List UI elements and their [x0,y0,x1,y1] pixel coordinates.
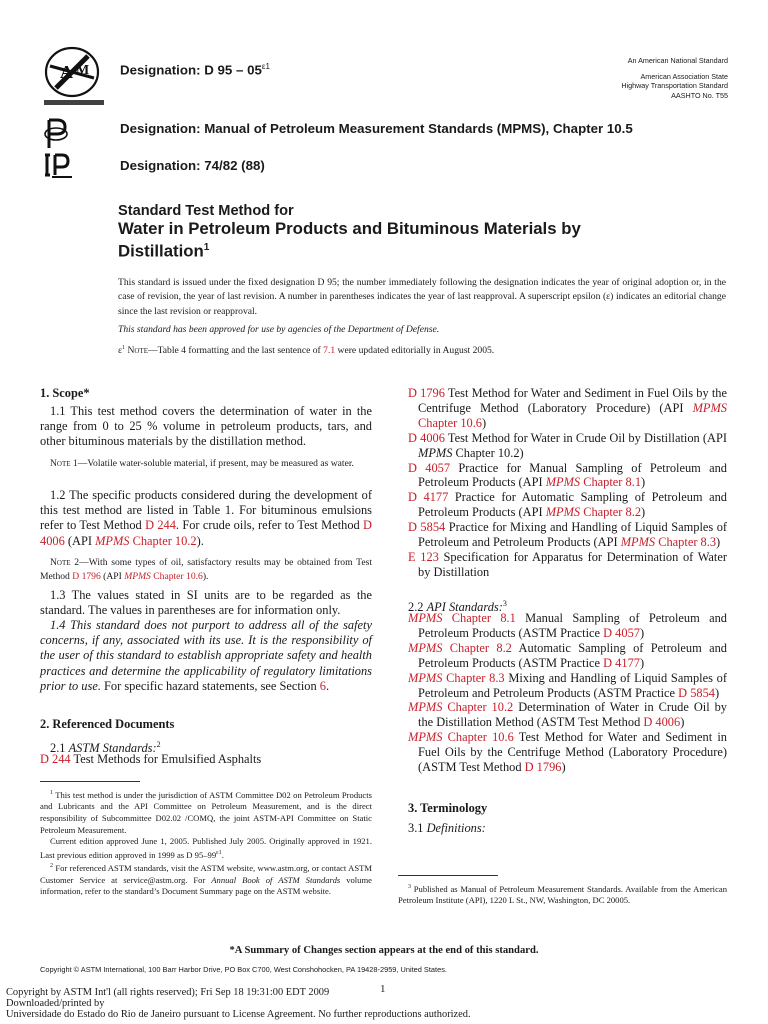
page-number: 1 [380,983,386,995]
reference-end: ) [716,535,721,550]
title-main-end [118,238,718,261]
section-7-1-link[interactable]: 7.1 [323,345,336,357]
svg-text:A: A [60,62,73,82]
mpms-chapter-link[interactable]: Chapter 8.3 [655,535,717,550]
astm-logo-icon [42,44,108,106]
footnote-1-end: . [221,849,224,860]
paragraph-1-4-end: . [325,678,330,693]
copyright-line: Copyright © ASTM International, 100 Barr Harbor Drive, PO Box C700, West Conshohocken, PA 19428-2959, United States. [40,965,447,974]
standard-link[interactable]: E 123 [408,549,439,564]
standard-link[interactable]: D 4057 [408,460,451,475]
paragraph-3-1-number: 3.1 [408,821,427,835]
mpms-link-prefix[interactable]: MPMS [408,611,443,625]
mpms-link-prefix[interactable]: MPMS [692,400,727,415]
section-6-link[interactable]: 6 [319,678,326,693]
api-reference-item [408,671,727,701]
paragraph-2-1-number: 2.1 [50,741,69,756]
reference-item [408,431,727,461]
summary-of-changes-note: *A Summary of Changes section appears at the end of this standard. [229,945,539,956]
footnotes-left [40,788,372,898]
note-2-text: 2—With some types of oil, satisfactory results may be obtained from Test Method [40,557,372,582]
astm-standard-link[interactable]: D 4006 [643,715,681,730]
editorial-note [118,341,726,358]
mpms-label: MPMS [418,445,453,460]
footnote-divider-left [40,781,140,782]
mpms-link-prefix[interactable]: MPMS [620,535,656,550]
editorial-note-end: were updated editorially in August 2005. [335,345,495,357]
title-main-line3: Distillation [118,241,204,261]
download-notice [6,987,706,1021]
api-reference-item [408,641,727,671]
astm-designation [120,62,270,77]
astm-reference-list [408,386,727,580]
section-1-heading: 1. Scope* [40,386,90,400]
api-reference-item [408,700,727,730]
aashto-line1: American Association State [640,72,728,82]
reference-end: ) [561,760,566,775]
api-reference-title: Automatic Sampling of Petroleum and Petroleum Products (ASTM Practice [418,640,727,670]
reference-item [408,461,727,491]
download-copyright: Copyright by ASTM Int'l (all rights reserved); Fri Sep 18 19:31:00 EDT 2009 [6,987,330,998]
mpms-link-prefix[interactable]: MPMS [408,700,443,715]
reference-end: ) [714,685,720,700]
footnote-divider-right [398,875,498,876]
footnote-2-marker: 2 [50,863,53,870]
mpms-link-prefix[interactable]: MPMS [408,640,443,655]
section-2-heading: 2. Referenced Documents [40,717,175,731]
d244-title: Test Methods for Emulsified Asphalts [70,752,262,766]
mpms-link-prefix[interactable]: MPMS [408,670,443,685]
paragraph-1-2-end: ). [196,533,204,548]
reference-title: Test Method for Water in Crude Oil by Distillation (API [444,430,728,445]
aashto-line2: Highway Transportation Standard [621,81,728,91]
mpms-10-2-link[interactable]: Chapter 10.2 [129,533,197,548]
api-logo-icon [43,118,71,150]
reference-end: ) [482,415,487,430]
mpms-chapter-link[interactable]: Chapter 8.3 [442,670,505,685]
reference-end: ) [680,715,685,730]
reference-item [408,550,727,580]
reference-item [408,490,727,520]
document-title [118,203,718,261]
editorial-note-text: —Table 4 formatting and the last sentence of [147,345,324,357]
paragraph-3-1 [408,821,727,836]
reference-end: ) [641,505,646,520]
mpms-chapter-link[interactable]: Chapter 8.1 [580,475,642,490]
mpms-chapter-link[interactable]: Chapter 10.6 [418,415,483,430]
standard-link[interactable]: D 5854 [408,520,446,535]
title-prefix: Standard Test Method for [118,203,294,219]
astm-designation-text: Designation: D 95 – 05 [120,62,262,78]
reference-title: Test Method for Water and Sediment in Fuel Oils by the Centrifuge Method (Laboratory Procedure) (API [418,386,727,415]
mpms-chapter-link[interactable]: Chapter 8.2 [580,505,642,520]
note-1 [40,457,372,471]
footnote-3 [398,882,727,907]
astm-standard-link[interactable]: D 4057 [603,625,640,640]
epsilon-sup: 1 [122,345,126,352]
mpms-link-prefix[interactable]: MPMS [408,730,443,745]
paragraph-1-2-text: 1.2 The specific products considered during the development of this test method are listed in Table 1. For bituminous emulsions refer to Test Method [40,488,372,533]
reference-end: ) [639,655,645,670]
astm-standard-link[interactable]: D 1796 [524,760,562,775]
reference-title: Practice for Automatic Sampling of Petroleum and Petroleum Products (API [418,490,727,520]
api-reference-item [408,730,727,775]
api-reference-title: Determination of Water in Crude Oil by the Distillation Method (ASTM Test Method [418,700,728,730]
mpms-link-prefix[interactable]: MPMS [545,505,581,520]
note-1-text: 1—Volatile water-soluble material, if present, may be measured as water. [70,458,354,469]
footnote-1-approval [40,836,372,861]
ref-d244 [40,752,372,767]
section-3-heading: 3. Terminology [408,801,488,815]
footnote-3-ref: 3 [502,599,507,608]
safety-caveat: 1.4 This standard does not purport to address all of the safety concerns, if any, associated with its use. It is the responsibility of the user of this standard to establish appropriate safety and health practices and determine the applicability of regulatory limitations prior to use. [40,618,372,693]
reference-title: Specification for Apparatus for Determination of Water by Distillation [418,549,728,579]
svg-text:M: M [76,63,90,78]
note-1-label: Note [50,458,71,469]
astm-standard-link[interactable]: D 4177 [603,655,640,670]
footnote-1-approval-text: Current edition approved June 1, 2005. Published July 2005. Originally approved in 1921. Last previous edition approved in 1999 as D 95–99 [40,836,372,860]
note-2 [40,556,372,584]
standard-link[interactable]: D 4177 [408,490,449,505]
mpms-link-prefix[interactable]: MPMS [545,475,581,490]
standard-authority-block [528,56,728,100]
reference-end: ) [641,475,646,490]
preamble-dod-approval: This standard has been approved for use by agencies of the Department of Defense. [118,323,440,335]
footnote-3-text: Published as Manual of Petroleum Measurement Standards. Available from the American Petroleum Institute (API), 1220 L St., NW, Washington, DC 20005. [398,883,727,906]
mpms-chapter-link[interactable]: Chapter 10.2 [442,700,514,715]
american-national-standard-label: An American National Standard [627,56,728,65]
footnote-2-text: For referenced ASTM standards, visit the ASTM website, www.astm.org, or contact ASTM Customer Service at service@astm.org. For [40,863,372,885]
title-main: Water in Petroleum Products and Bituminous Materials by [118,219,581,238]
astm-standards-label: ASTM Standards: [68,741,157,756]
paragraph-1-2-api: (API [64,533,96,548]
aashto-number: AASHTO No. T55 [671,90,728,100]
definitions-label: Definitions: [426,821,486,835]
api-reference-title: Mixing and Handling of Liquid Samples of Petroleum and Petroleum Products (ASTM Practice [418,670,727,700]
paragraph-1-2-mid: . For crude oils, refer to Test Method [175,518,364,533]
hazard-statement-text: For specific hazard statements, see Section [100,678,320,693]
footnote-1 [40,788,372,836]
footnote-1-marker: 1 [50,790,53,796]
mpms-10-6-link-prefix[interactable]: MPMS [124,571,151,582]
download-license: Universidade do Estado do Rio de Janeiro pursuant to License Agreement. No further reproductions authorized. [6,1009,471,1021]
api-reference-title: Manual Sampling of Petroleum and Petroleum Products (ASTM Practice [418,611,727,640]
d1796-link[interactable]: D 1796 [72,571,101,582]
reference-item [408,520,727,550]
d244-ref-link[interactable]: D 244 [40,752,71,766]
preamble-issuance-text: This standard is issued under the fixed designation D 95; the number immediately following the designation indicates the year of original adoption or, in the case of revision, the year of last revision. A number in parentheses indicates the year of last reapproval. A superscript epsilon (ε) indicates an editorial change since the last revision or reapproval. [118,277,726,317]
epsilon-symbol: ε [118,345,123,357]
footnote-2-end: volume information, refer to the standard’s Document Summary page on the ASTM website. [40,874,372,897]
note-label: Note [127,345,148,357]
paragraph-1-3: 1.3 The values stated in SI units are to be regarded as the standard. The values in parentheses are for information only. [40,588,372,618]
paragraph-2-2-number: 2.2 [408,600,427,615]
api-reference-item [408,611,727,641]
reference-title: Practice for Manual Sampling of Petroleum and Petroleum Products (API [418,460,728,490]
paragraph-1-1: 1.1 This test method covers the determination of water in the range from 0 to 25 % volume in petroleum products, tars, and other bituminous materials by the distillation method. [40,404,372,449]
astm-standard-link[interactable]: D 5854 [678,685,715,700]
mpms-10-6-link[interactable]: Chapter 10.6 [150,571,203,582]
preamble [118,276,726,359]
paragraph-1-4 [40,618,372,694]
api-reference-title: Test Method for Water and Sediment in Fuel Oils by the Centrifuge Method (Laboratory Procedure) (ASTM Test Method [418,730,728,775]
ip-designation: Designation: 74/82 (88) [120,158,265,173]
footnote-1-text: This test method is under the jurisdiction of ASTM Committee D02 on Petroleum Products and Lubricants and the API Committee on Petroleum Measurement, and is the direct responsibility of Subcommittee D02.02 /COMQ, the joint ASTM-API Committee on Static Petroleum Measurement. [40,789,372,835]
reference-item [408,386,727,431]
d244-link[interactable]: D 244 [145,518,176,533]
reference-end: ) [639,625,645,640]
mpms-chapter: Chapter 10.2 [452,445,520,460]
mpms-10-2-link-prefix[interactable]: MPMS [95,533,130,548]
note-2-api: (API [100,571,125,582]
standard-link[interactable]: D 4006 [408,430,445,445]
reference-title: Practice for Mixing and Handling of Liquid Samples of Petroleum and Petroleum Products (API [418,520,728,550]
footnote-2-ref: 2 [156,740,161,749]
footnote-1-epsilon: ε1 [216,849,222,856]
annual-book-title: Annual Book of ASTM Standards [211,874,341,885]
api-standards-label: API Standards: [426,600,503,615]
footnote-2 [40,861,372,898]
mpms-designation: Designation: Manual of Petroleum Measurement Standards (MPMS), Chapter 10.5 [120,121,633,136]
api-reference-list [408,611,727,775]
mpms-chapter-link[interactable]: Chapter 8.1 [442,611,516,625]
footnote-3-marker: 3 [408,884,411,890]
reference-end: ) [519,445,524,460]
note-2-end: ). [202,571,209,582]
note-2-label: Note [50,557,71,568]
paragraph-1-2 [40,488,372,549]
standard-link[interactable]: D 1796 [408,386,445,400]
astm-designation-epsilon: ε1 [261,62,270,71]
download-printed-by: Downloaded/printed by [6,998,105,1010]
ip-logo-icon [44,153,74,179]
mpms-chapter-link[interactable]: Chapter 8.2 [442,640,512,655]
d4006-link[interactable]: D 4006 [40,518,372,548]
title-footnote-ref: 1 [203,242,210,253]
mpms-chapter-link[interactable]: Chapter 10.6 [442,730,514,745]
